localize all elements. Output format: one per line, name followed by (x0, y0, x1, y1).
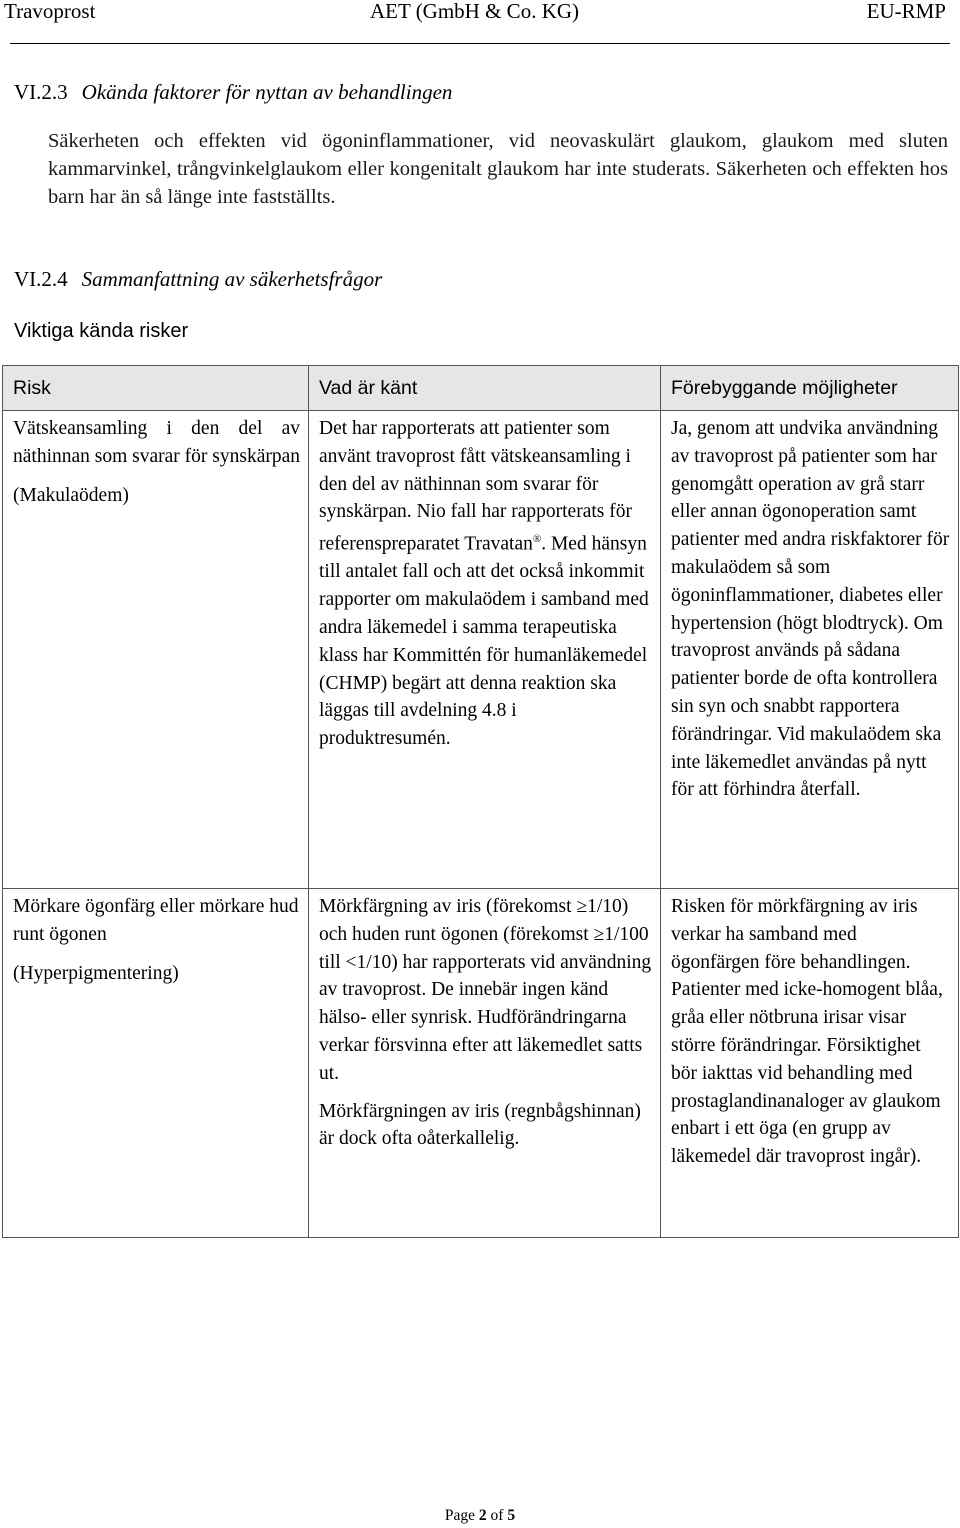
page-header (0, 0, 960, 26)
section-title: Okända faktorer för nyttan av behandlingen (81, 80, 453, 104)
section-body-text: Säkerheten och effekten vid ögoninflammationer, vid neovaskulärt glaukom, glaukom med sluten kammarvinkel, trångvinkelglaukom eller kongenitalt glaukom har inte studerats. Säkerheten och effekten hos barn har än så länge inte fastställts. (48, 130, 948, 208)
table-row (3, 889, 959, 1238)
known-cell (309, 889, 661, 1238)
header-product: Travoprost (4, 0, 96, 23)
header-doc-type: EU-RMP (866, 0, 946, 23)
page-total: 5 (507, 1507, 516, 1524)
column-header-risk: Risk (3, 366, 309, 411)
section-number: VI.2.4 (14, 267, 68, 291)
page-current: 2 (478, 1507, 487, 1524)
section-title: Sammanfattning av säkerhetsfrågor (81, 267, 383, 291)
prevention-text: Risken för mörkfärgning av iris verkar ha samband med ögonfärgen före behandlingen. Patienter med icke-homogent blåa, gråa eller nötbruna irisar visar större förändringar. Försiktighet bör iakttas vid behandling med prostaglandinanaloger av glaukom enbart i ett öga (en grupp av läkemedel där travoprost ingår). (671, 896, 943, 1168)
section-heading-vi-2-3 (14, 80, 452, 104)
subheading-important-risks: Viktiga kända risker (14, 320, 189, 342)
column-header-known: Vad är känt (309, 366, 661, 411)
prevention-cell (661, 411, 959, 889)
risk-term: (Makulaödem) (13, 484, 129, 506)
prevention-text: Ja, genom att undvika användning av travoprost på patienter som har genomgått operation av grå starr eller annan ögonoperation samt patienter med andra riskfaktorer för makulaödem så som ögoninflammationer, diabetes eller hypertension (högt blodtryck). Om travoprost används på sådana patienter borde de ofta kontrollera sin syn och snabbt rapportera förändringar. Vid makulaödem ska inte läkemedlet användas på nytt för att förhindra återfall. (671, 418, 950, 801)
section-heading-vi-2-4 (14, 267, 382, 291)
known-text-continued: . Med hänsyn till antalet fall och att det också inkommit rapporter om makulaödem i samband med andra läkemedel i samma terapeutiska klass har Kommittén för humanläkemedel (CHMP) begärt att denna reaktion ska läggas till avdelning 4.8 i produktresumén. (319, 533, 649, 750)
risk-name: Mörkare ögonfärg eller mörkare hud runt ögonen (13, 896, 299, 945)
section-number: VI.2.3 (14, 80, 68, 104)
registered-mark: ® (532, 533, 542, 546)
table-row (3, 411, 959, 889)
header-company: AET (GmbH & Co. KG) (370, 0, 580, 23)
risk-cell (3, 411, 309, 889)
known-text: Mörkfärgning av iris (förekomst ≥1/10) och huden runt ögonen (förekomst ≥1/100 till <1/10) har rapporterats vid användning av travoprost. De innebär ingen känd hälso- eller synrisk. Hudförändringarna verkar försvinna efter att läkemedlet satts ut. (319, 896, 652, 1084)
risk-name: Vätskeansamling i den del av näthinnan som svarar för synskärpan (13, 418, 301, 467)
header-divider (10, 43, 950, 44)
page-label: Page (444, 1507, 479, 1524)
risk-cell (3, 889, 309, 1238)
prevention-cell (661, 889, 959, 1238)
column-header-prevention: Förebyggande möjligheter (661, 366, 959, 411)
table-header-row (3, 366, 959, 411)
known-cell (309, 411, 661, 889)
known-text: Det har rapporterats att patienter som använt travoprost fått vätskeansamling i den del av näthinnan som svarar för synskärpan. Nio fall har rapporterats för referenspreparatet Travatan (319, 418, 632, 555)
risk-term: (Hyperpigmentering) (13, 962, 179, 984)
page-footer (0, 1506, 960, 1526)
risk-table (2, 365, 959, 1238)
page-of-label: of (486, 1507, 508, 1524)
known-text-continued: Mörkfärgningen av iris (regnbågshinnan) är dock ofta oåterkallelig. (319, 1100, 641, 1150)
